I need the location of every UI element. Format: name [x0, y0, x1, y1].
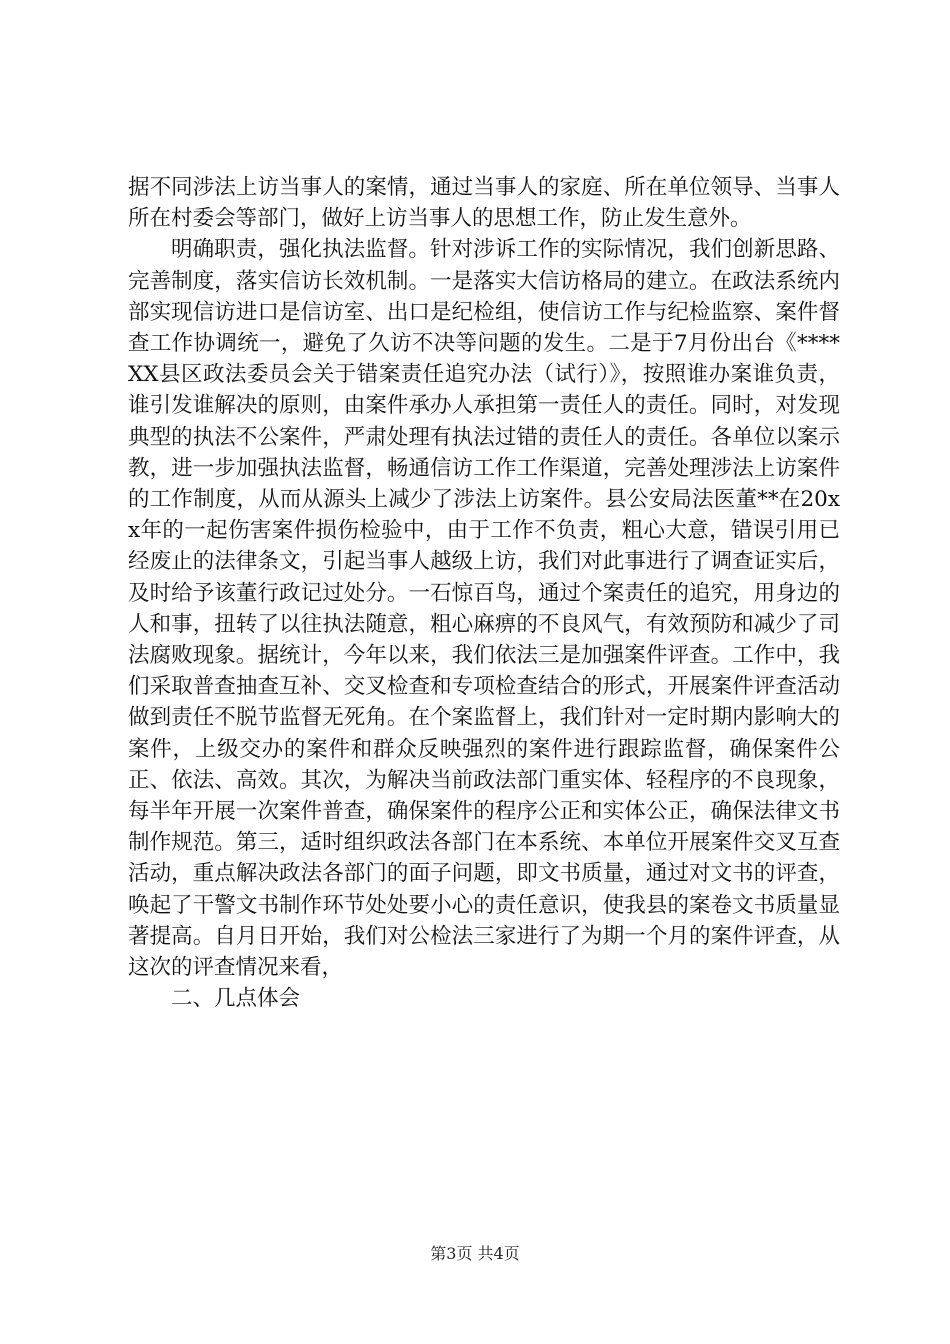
paragraph-continuation: 据不同涉法上访当事人的案情，通过当事人的家庭、所在单位领导、当事人所在村委会等部门，做好上访当事人的思想工作，防止发生意外。	[128, 175, 840, 232]
section-heading-experience: 二、几点体会	[171, 986, 301, 1012]
document-body	[128, 172, 840, 1014]
paragraph-supervision: 明确职责，强化执法监督。针对涉诉工作的实际情况，我们创新思路、完善制度，落实信访长效机制。一是落实大信访格局的建立。在政法系统内部实现信访进口是信访室、出口是纪检组，使信访工作与纪检监察、案件督查工作协调统一，避免了久访不决等问题的发生。二是于7月份出台《****XX县区政法委员会关于错案责任追究办法（试行）》，按照谁办案谁负责，谁引发谁解决的原则，由案件承办人承担第一责任人的责任。同时，对发现典型的执法不公案件，严肃处理有执法过错的责任人的责任。各单位以案示教，进一步加强执法监督，畅通信访工作工作渠道，完善处理涉法上访案件的工作制度，从而从源头上减少了涉法上访案件。县公安局法医董**在20xx年的一起伤害案件损伤检验中，由于工作不负责，粗心大意，错误引用已经废止的法律条文，引起当事人越级上访，我们对此事进行了调查证实后，及时给予该董行政记过处分。一石惊百鸟，通过个案责任的追究，用身边的人和事，扭转了以往执法随意，粗心麻痹的不良风气，有效预防和减少了司法腐败现象。据统计，今年以来，我们依法三是加强案件评查。工作中，我们采取普查抽查互补、交叉检查和专项检查结合的形式，开展案件评查活动做到责任不脱节监督无死角。在个案监督上，我们针对一定时期内影响大的案件，上级交办的案件和群众反映强烈的案件进行跟踪监督，确保案件公正、依法、高效。其次，为解决当前政法部门重实体、轻程序的不良现象，每半年开展一次案件普查，确保案件的程序公正和实体公正，确保法律文书制作规范。第三，适时组织政法各部门在本系统、本单位开展案件交叉互查活动，重点解决政法各部门的面子问题，即文书质量，通过对文书的评查，唤起了干警文书制作环节处处要小心的责任意识，使我县的案卷文书质量显著提高。自月日开始，我们对公检法三家进行了为期一个月的案件评查，从这次的评查情况来看，	[128, 237, 840, 981]
page-footer: 第3页 共4页	[430, 1244, 520, 1263]
